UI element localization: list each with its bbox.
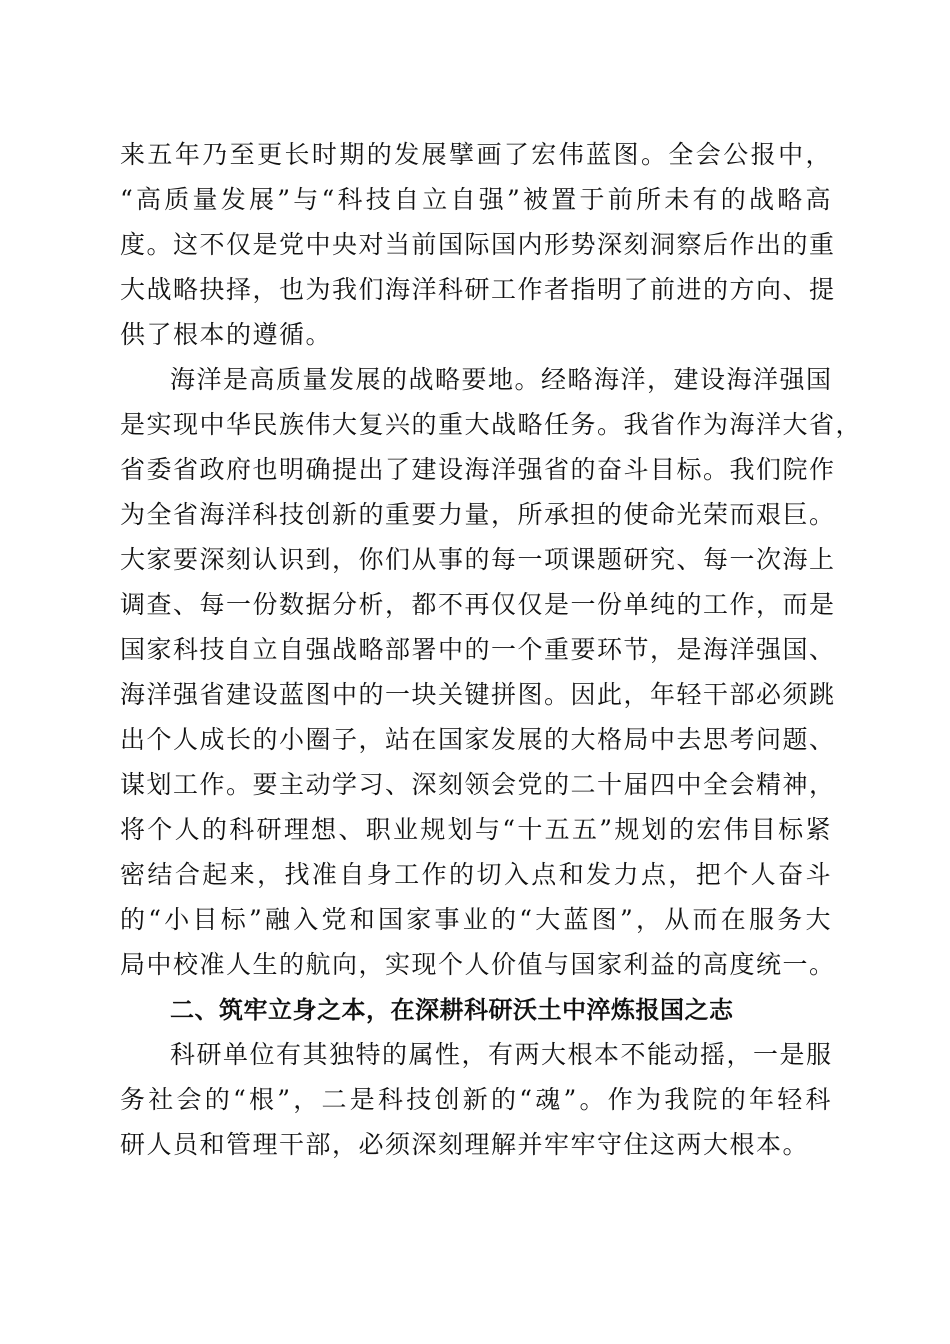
paragraph-2-line-10: 谋划工作。要主动学习、深刻领会党的二十届四中全会精神， — [120, 770, 836, 799]
paragraph-2-line-2: 是实现中华民族伟大复兴的重大战略任务。我省作为海洋大省， — [120, 410, 863, 439]
paragraph-2-line-14: 局中校准人生的航向，实现个人价值与国家利益的高度统一。 — [120, 950, 836, 979]
paragraph-1-line-2: “高质量发展”与“科技自立自强”被置于前所未有的战略高 — [120, 185, 832, 214]
section-heading: 二、筑牢立身之本，在深耕科研沃土中淬炼报国之志 — [170, 996, 734, 1024]
paragraph-2-line-7: 国家科技自立自强战略部署中的一个重要环节，是海洋强国、 — [120, 635, 836, 664]
paragraph-1-line-3: 度。这不仅是党中央对当前国际国内形势深刻洞察后作出的重 — [120, 230, 836, 259]
paragraph-1-line-4: 大战略抉择，也为我们海洋科研工作者指明了前进的方向、提 — [120, 275, 836, 304]
paragraph-2-line-4: 为全省海洋科技创新的重要力量，所承担的使命光荣而艰巨。 — [120, 500, 836, 529]
paragraph-2-line-13: 的“小目标”融入党和国家事业的“大蓝图”，从而在服务大 — [120, 905, 832, 934]
paragraph-2-line-11: 将个人的科研理想、职业规划与“十五五”规划的宏伟目标紧 — [120, 815, 832, 844]
paragraph-1-line-5: 供了根本的遵循。 — [120, 320, 333, 349]
paragraph-2-line-6: 调查、每一份数据分析，都不再仅仅是一份单纯的工作，而是 — [120, 590, 836, 619]
paragraph-1-line-1: 来五年乃至更长时期的发展擘画了宏伟蓝图。全会公报中， — [120, 140, 832, 169]
paragraph-2-line-5: 大家要深刻认识到，你们从事的每一项课题研究、每一次海上 — [120, 545, 836, 574]
paragraph-2-line-3: 省委省政府也明确提出了建设海洋强省的奋斗目标。我们院作 — [120, 455, 836, 484]
paragraph-3-line-2: 务社会的“根”，二是科技创新的“魂”。作为我院的年轻科 — [120, 1085, 832, 1114]
paragraph-2-line-8: 海洋强省建设蓝图中的一块关键拼图。因此，年轻干部必须跳 — [120, 680, 836, 709]
paragraph-2-line-9: 出个人成长的小圈子，站在国家发展的大格局中去思考问题、 — [120, 725, 836, 754]
paragraph-3-line-1: 科研单位有其独特的属性，有两大根本不能动摇，一是服 — [170, 1040, 833, 1069]
paragraph-3-line-3: 研人员和管理干部，必须深刻理解并牢牢守住这两大根本。 — [120, 1130, 810, 1159]
paragraph-2-line-1: 海洋是高质量发展的战略要地。经略海洋，建设海洋强国 — [170, 365, 833, 394]
paragraph-2-line-12: 密结合起来，找准自身工作的切入点和发力点，把个人奋斗 — [120, 860, 832, 889]
